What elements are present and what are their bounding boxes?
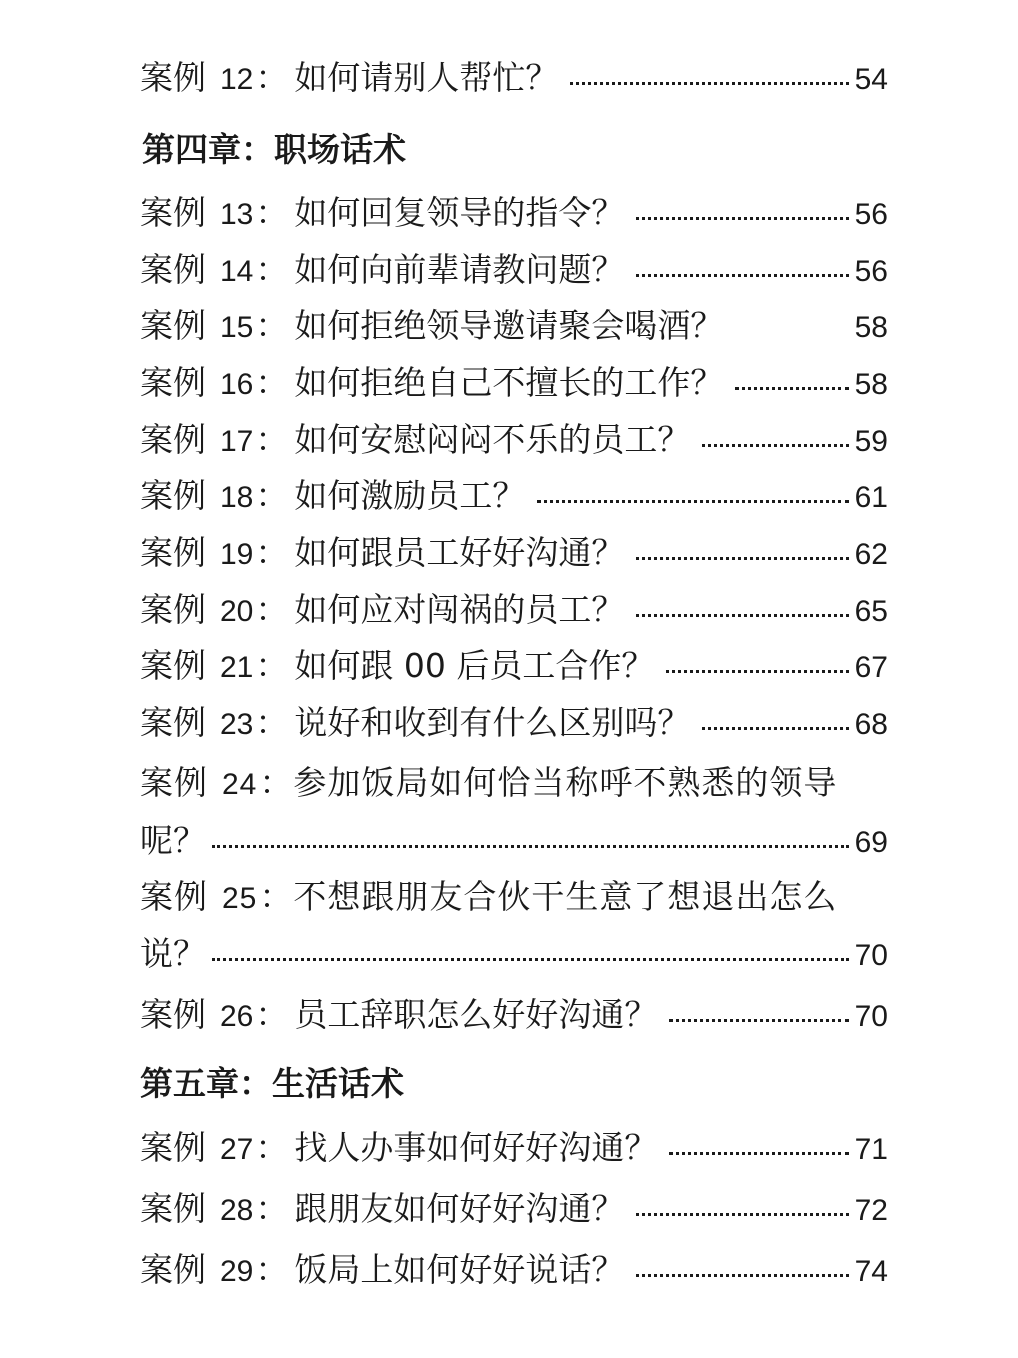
entry-prefix: 案例 bbox=[140, 476, 206, 515]
entry-prefix: 案例 bbox=[140, 58, 206, 97]
entry-prefix: 案例 bbox=[140, 193, 206, 232]
entry-prefix: 案例 bbox=[140, 533, 206, 572]
entry-separator: ： bbox=[255, 476, 289, 515]
entry-number: 17 bbox=[220, 425, 254, 458]
entry-page-number: 70 bbox=[854, 939, 888, 972]
dot-leader bbox=[570, 82, 848, 85]
entry-number: 23 bbox=[220, 708, 254, 741]
dot-leader bbox=[669, 1152, 848, 1155]
entry-number: 20 bbox=[220, 595, 254, 628]
dot-leader bbox=[636, 614, 848, 617]
dot-leader bbox=[636, 1213, 848, 1216]
dot-leader bbox=[537, 500, 848, 503]
entry-separator: ： bbox=[259, 763, 294, 802]
toc-entry-17[interactable] bbox=[140, 420, 888, 462]
entry-title: 如何应对闯祸的员工？ bbox=[294, 590, 625, 629]
entry-separator: ： bbox=[259, 877, 294, 916]
entry-prefix: 案例 bbox=[140, 420, 206, 459]
entry-title-continuation: 呢？ bbox=[140, 821, 206, 860]
entry-prefix: 案例 bbox=[140, 703, 206, 742]
toc-entry-23[interactable] bbox=[140, 703, 888, 745]
toc-entry-24-line1[interactable] bbox=[140, 763, 888, 805]
toc-entry-29[interactable] bbox=[140, 1250, 888, 1292]
entry-number: 19 bbox=[220, 538, 254, 571]
entry-title: 说好和收到有什么区别吗？ bbox=[294, 703, 691, 742]
dot-leader bbox=[636, 274, 848, 277]
toc-entry-20[interactable] bbox=[140, 590, 888, 632]
entry-page-number: 67 bbox=[854, 651, 888, 684]
entry-number: 13 bbox=[220, 198, 254, 231]
entry-page-number: 74 bbox=[854, 1255, 888, 1288]
entry-separator: ： bbox=[255, 590, 289, 629]
entry-separator: ： bbox=[255, 193, 289, 232]
entry-number: 15 bbox=[220, 311, 254, 344]
entry-number: 29 bbox=[220, 1255, 254, 1288]
entry-number: 27 bbox=[220, 1133, 254, 1166]
entry-title: 员工辞职怎么好好沟通？ bbox=[294, 995, 658, 1034]
entry-separator: ： bbox=[255, 306, 289, 345]
dot-leader bbox=[702, 444, 848, 447]
dot-leader bbox=[702, 727, 848, 730]
entry-number: 18 bbox=[220, 481, 254, 514]
entry-prefix: 案例 bbox=[140, 646, 206, 685]
toc-entry-15[interactable] bbox=[140, 306, 888, 348]
entry-separator: ： bbox=[255, 250, 289, 289]
entry-separator: ： bbox=[255, 703, 289, 742]
entry-prefix: 案例 bbox=[140, 590, 206, 629]
toc-entry-25-line1[interactable] bbox=[140, 877, 888, 919]
entry-title: 如何跟 00 后员工合作？ bbox=[294, 646, 655, 685]
toc-entry-14[interactable] bbox=[140, 250, 888, 292]
entry-separator: ： bbox=[255, 646, 289, 685]
entry-separator: ： bbox=[255, 58, 289, 97]
toc-entry-19[interactable] bbox=[140, 533, 888, 575]
entry-title: 参加饭局如何恰当称呼不熟悉的领导 bbox=[293, 763, 838, 802]
entry-number: 26 bbox=[220, 1000, 254, 1033]
entry-page-number: 69 bbox=[854, 826, 888, 859]
entry-page-number: 58 bbox=[854, 368, 888, 401]
toc-entry-16[interactable] bbox=[140, 363, 888, 405]
toc-entry-24-line2[interactable] bbox=[140, 821, 888, 863]
dot-leader bbox=[735, 387, 848, 390]
entry-separator: ： bbox=[255, 363, 289, 402]
entry-title: 如何拒绝领导邀请聚会喝酒？ bbox=[294, 306, 724, 345]
entry-page-number: 54 bbox=[854, 63, 888, 96]
dot-leader bbox=[212, 958, 849, 961]
toc-entry-28[interactable] bbox=[140, 1189, 888, 1231]
dot-leader bbox=[212, 845, 849, 848]
entry-prefix: 案例 bbox=[140, 877, 208, 916]
entry-prefix: 案例 bbox=[140, 306, 206, 345]
entry-title: 如何回复领导的指令？ bbox=[294, 193, 625, 232]
entry-page-number: 71 bbox=[854, 1133, 888, 1166]
entry-page-number: 62 bbox=[854, 538, 888, 571]
entry-title: 饭局上如何好好说话？ bbox=[294, 1250, 625, 1289]
toc-entry-21[interactable] bbox=[140, 646, 888, 688]
entry-page-number: 68 bbox=[854, 708, 888, 741]
entry-separator: ： bbox=[255, 420, 289, 459]
dot-leader bbox=[666, 670, 848, 673]
entry-page-number: 70 bbox=[854, 1000, 888, 1033]
entry-separator: ： bbox=[255, 1189, 289, 1228]
entry-prefix: 案例 bbox=[140, 1189, 206, 1228]
toc-entry-13[interactable] bbox=[140, 193, 888, 235]
entry-number: 12 bbox=[220, 63, 254, 96]
dot-leader bbox=[636, 217, 848, 220]
entry-number: 28 bbox=[220, 1194, 254, 1227]
entry-title-continuation: 说？ bbox=[140, 934, 206, 973]
entry-title: 如何请别人帮忙？ bbox=[294, 58, 559, 97]
entry-number: 14 bbox=[220, 255, 254, 288]
entry-page-number: 59 bbox=[854, 425, 888, 458]
toc-entry-27[interactable] bbox=[140, 1128, 888, 1170]
entry-title: 如何激励员工？ bbox=[294, 476, 526, 515]
entry-separator: ： bbox=[255, 1128, 289, 1167]
entry-page-number: 58 bbox=[854, 311, 888, 344]
entry-prefix: 案例 bbox=[140, 1250, 206, 1289]
entry-number: 24 bbox=[222, 768, 258, 801]
dot-leader bbox=[669, 1019, 848, 1022]
entry-page-number: 65 bbox=[854, 595, 888, 628]
dot-leader bbox=[636, 557, 848, 560]
entry-page-number: 56 bbox=[854, 198, 888, 231]
toc-entry-26[interactable] bbox=[140, 995, 888, 1037]
entry-prefix: 案例 bbox=[140, 1128, 206, 1167]
entry-separator: ： bbox=[255, 533, 289, 572]
entry-title: 如何安慰闷闷不乐的员工？ bbox=[294, 420, 691, 459]
entry-title: 如何向前辈请教问题？ bbox=[294, 250, 625, 289]
toc-entry-12[interactable] bbox=[140, 58, 888, 100]
entry-prefix: 案例 bbox=[140, 250, 206, 289]
entry-title: 不想跟朋友合伙干生意了想退出怎么 bbox=[293, 877, 838, 916]
toc-entry-18[interactable] bbox=[140, 476, 888, 518]
toc-entry-25-line2[interactable] bbox=[140, 934, 888, 976]
entry-separator: ： bbox=[255, 995, 289, 1034]
entry-page-number: 56 bbox=[854, 255, 888, 288]
entry-number: 25 bbox=[222, 882, 258, 915]
entry-title: 找人办事如何好好沟通？ bbox=[294, 1128, 658, 1167]
entry-title: 如何跟员工好好沟通？ bbox=[294, 533, 625, 572]
entry-prefix: 案例 bbox=[140, 995, 206, 1034]
entry-title: 如何拒绝自己不擅长的工作？ bbox=[294, 363, 724, 402]
entry-prefix: 案例 bbox=[140, 763, 208, 802]
entry-number: 21 bbox=[220, 651, 254, 684]
entry-page-number: 72 bbox=[854, 1194, 888, 1227]
entry-separator: ： bbox=[255, 1250, 289, 1289]
entry-page-number: 61 bbox=[854, 481, 888, 514]
chapter-heading-4: 第四章：职场话术 bbox=[142, 130, 406, 169]
entry-title: 跟朋友如何好好沟通？ bbox=[294, 1189, 625, 1228]
dot-leader bbox=[636, 1274, 848, 1277]
entry-number: 16 bbox=[220, 368, 254, 401]
entry-prefix: 案例 bbox=[140, 363, 206, 402]
chapter-heading-5: 第五章：生活话术 bbox=[140, 1064, 404, 1103]
